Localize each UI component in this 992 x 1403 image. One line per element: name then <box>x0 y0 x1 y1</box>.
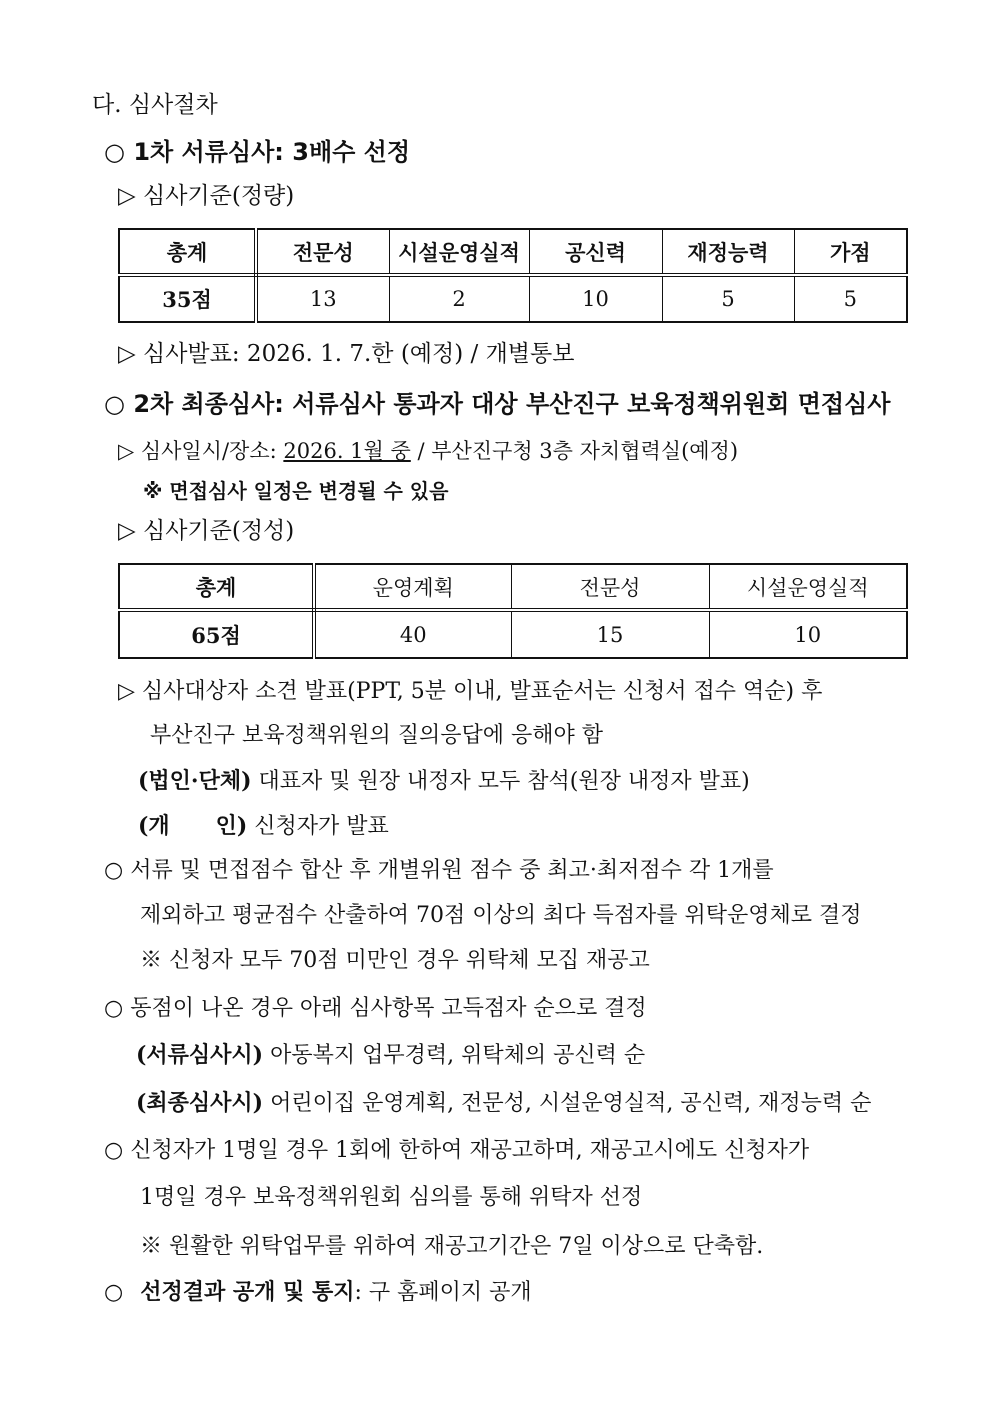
first-review-title: 1차 서류심사: 3배수 선정 <box>133 138 411 166</box>
header-credibility: 공신력 <box>529 229 662 275</box>
value-operation-plan: 40 <box>314 610 511 658</box>
value-total: 35점 <box>119 275 256 322</box>
header-total: 총계 <box>119 229 256 275</box>
scoring-note: ※ 신청자 모두 70점 미만인 경우 위탁체 모집 재공고 <box>140 948 650 973</box>
result-line <box>104 1277 532 1308</box>
result-label: 선정결과 공개 및 통지 <box>140 1279 355 1305</box>
indiv-text: 신청자가 발표 <box>247 814 389 839</box>
indiv-label: (개 인) <box>138 813 248 839</box>
presentation-line-1: ▷ 심사대상자 소견 발표(PPT, 5분 이내, 발표순서는 신청서 접수 역순) 후 <box>118 679 823 704</box>
table-header-row <box>119 564 907 610</box>
quantitative-criteria-table <box>118 228 908 323</box>
tie-doc-text: 아동복지 업무경력, 위탁체의 공신력 순 <box>263 1043 646 1068</box>
schedule-line <box>118 436 738 466</box>
header-bonus: 가점 <box>794 229 907 275</box>
qualitative-criteria-table <box>118 563 908 659</box>
indiv-line <box>138 811 389 842</box>
tie-final-label: (최종심사시) <box>136 1090 264 1116</box>
second-review-title-rest: : 서류심사 통과자 대상 부산진구 보육정책위원회 면접심사 <box>274 390 891 418</box>
header-facility-record: 시설운영실적 <box>389 229 529 275</box>
bullet-circle: ○ <box>104 1280 124 1305</box>
header-operation-plan: 운영계획 <box>314 564 511 610</box>
table-value-row <box>119 275 907 322</box>
tie-final-line <box>136 1088 871 1119</box>
scoring-line-1: ○ 서류 및 면접점수 합산 후 개별위원 점수 중 최고·최저점수 각 1개를 <box>104 858 774 883</box>
tie-final-text: 어린이집 운영계획, 전문성, 시설운영실적, 공신력, 재정능력 순 <box>263 1091 872 1116</box>
value-credibility: 10 <box>529 275 662 322</box>
bullet-circle: ○ <box>104 390 125 418</box>
schedule-note: ※ 면접심사 일정은 변경될 수 있음 <box>143 479 449 503</box>
value-financial: 5 <box>662 275 794 322</box>
header-expertise: 전문성 <box>511 564 709 610</box>
schedule-date: 2026. 1월 중 <box>283 439 411 463</box>
first-review-heading <box>104 137 410 167</box>
single-line-1: ○ 신청자가 1명일 경우 1회에 한하여 재공고하며, 재공고시에도 신청자가 <box>104 1138 810 1163</box>
scoring-line-2: 제외하고 평균점수 산출하여 70점 이상의 최다 득점자를 위탁운영체로 결정 <box>140 903 862 928</box>
value-bonus: 5 <box>794 275 907 322</box>
presentation-line-2: 부산진구 보육정책위원의 질의응답에 응해야 함 <box>150 723 604 748</box>
tie-doc-label: (서류심사시) <box>136 1042 264 1068</box>
second-review-heading <box>104 389 890 419</box>
corp-line <box>138 766 750 797</box>
header-expertise: 전문성 <box>256 229 389 275</box>
result-text: : 구 홈페이지 공개 <box>354 1280 532 1305</box>
second-criteria-label: ▷ 심사기준(정성) <box>118 518 295 544</box>
section-title: 다. 심사절차 <box>92 92 218 118</box>
tie-line: ○ 동점이 나온 경우 아래 심사항목 고득점자 순으로 결정 <box>104 996 647 1021</box>
schedule-prefix: ▷ 심사일시/장소: <box>118 439 284 463</box>
single-line-2: 1명일 경우 보육정책위원회 심의를 통해 위탁자 선정 <box>140 1185 643 1210</box>
value-total: 65점 <box>119 610 314 658</box>
single-note: ※ 원활한 위탁업무를 위하여 재공고기간은 7일 이상으로 단축함. <box>140 1234 764 1259</box>
value-expertise: 15 <box>511 610 709 658</box>
value-expertise: 13 <box>256 275 389 322</box>
first-criteria-label: ▷ 심사기준(정량) <box>118 183 295 209</box>
header-total: 총계 <box>119 564 314 610</box>
second-review-title: 2차 최종심사 <box>133 390 275 418</box>
bullet-circle: ○ <box>104 138 125 166</box>
corp-text: 대표자 및 원장 내정자 모두 참석(원장 내정자 발표) <box>251 769 750 794</box>
first-review-announce: ▷ 심사발표: 2026. 1. 7.한 (예정) / 개별통보 <box>118 341 575 367</box>
schedule-rest: / 부산진구청 3층 자치협력실(예정) <box>410 439 739 463</box>
header-facility-record: 시설운영실적 <box>709 564 907 610</box>
tie-doc-line <box>136 1040 645 1071</box>
table-value-row <box>119 610 907 658</box>
value-facility-record: 2 <box>389 275 529 322</box>
value-facility-record: 10 <box>709 610 907 658</box>
corp-label: (법인·단체) <box>138 768 252 794</box>
table-header-row <box>119 229 907 275</box>
header-financial: 재정능력 <box>662 229 794 275</box>
